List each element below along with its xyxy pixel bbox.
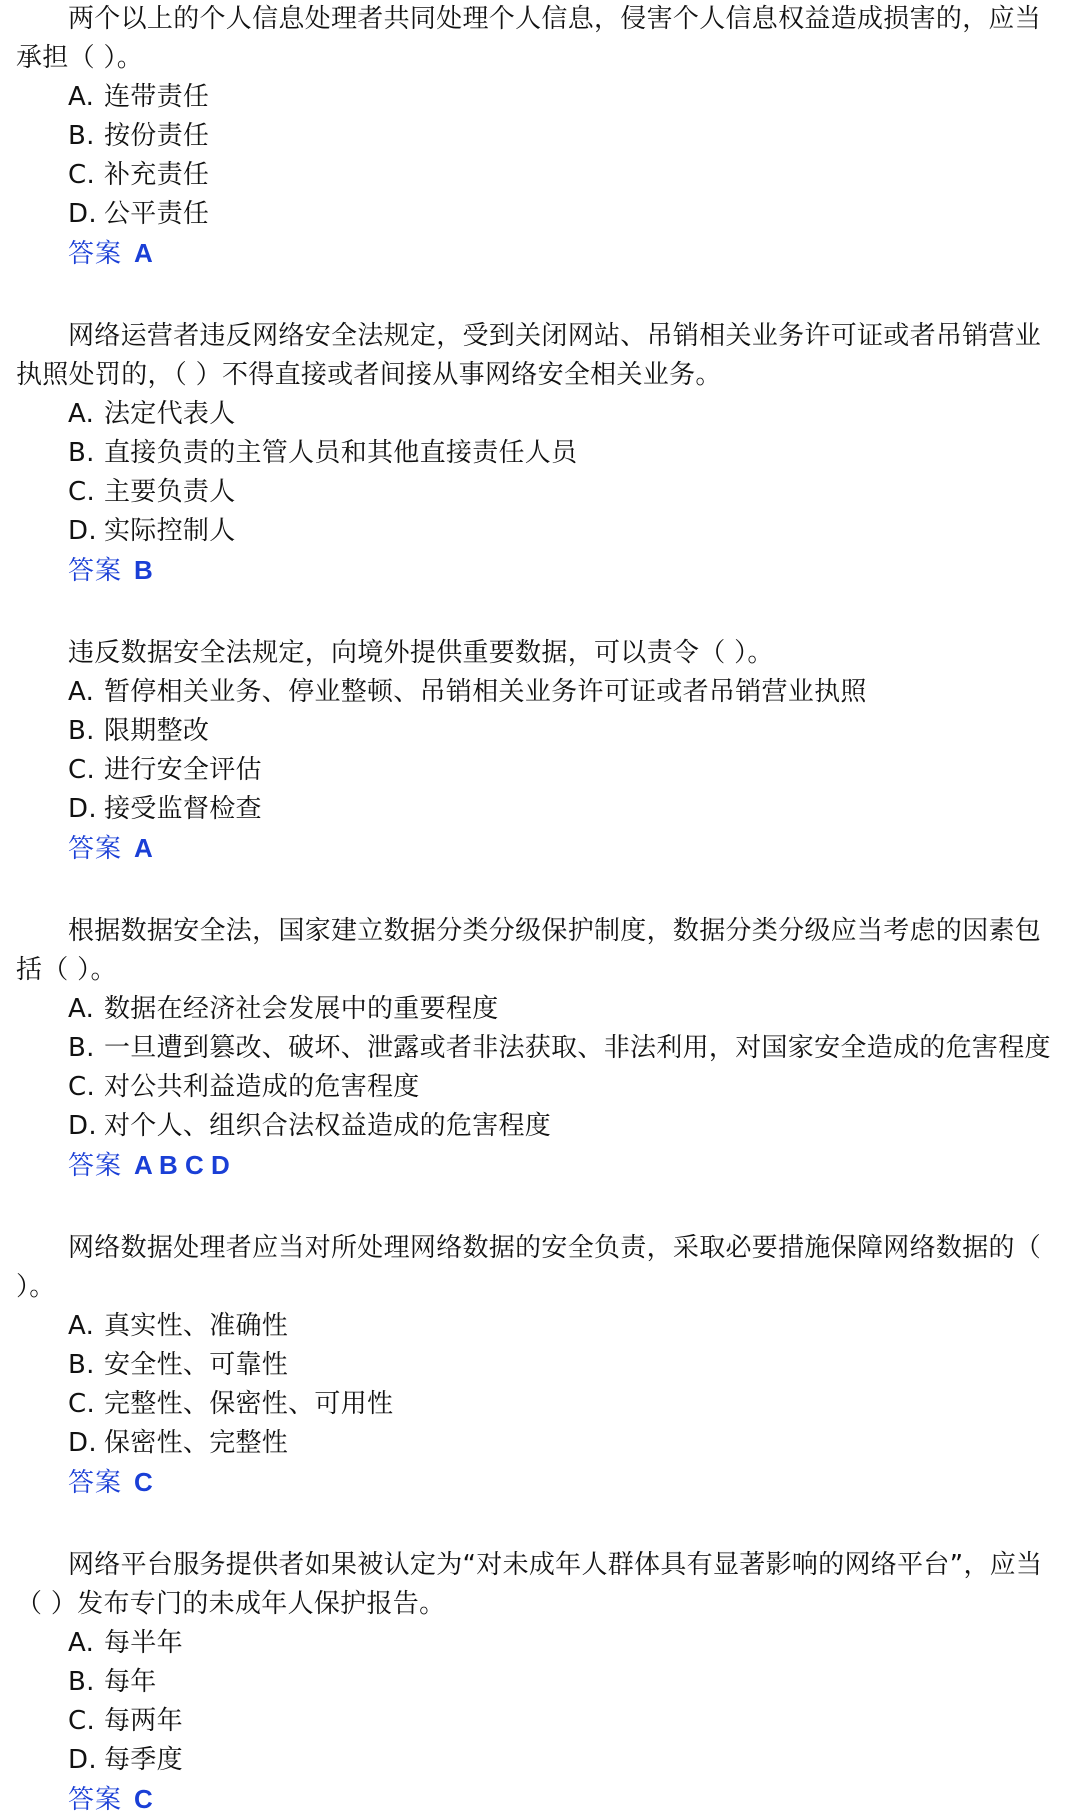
option-text: 完整性、保密性、可用性 bbox=[104, 1389, 394, 1419]
option-letter: D. bbox=[68, 1428, 97, 1458]
option-text: 一旦遭到篡改、破坏、泄露或者非法获取、非法利用，对国家安全造成的危害程度 bbox=[104, 1033, 1051, 1063]
question-stem: 网络平台服务提供者如果被认定为“对未成年人群体具有显著影响的网络平台”，应当（ ）发布专门的未成年人保护报告。 bbox=[16, 1550, 1043, 1619]
option-text: 进行安全评估 bbox=[104, 755, 262, 785]
answer-value: C bbox=[134, 1784, 153, 1814]
option-item bbox=[16, 473, 1062, 512]
answer-line bbox=[16, 1463, 1062, 1503]
question-stem: 根据数据安全法，国家建立数据分类分级保护制度，数据分类分级应当考虑的因素包括（ ）。 bbox=[16, 916, 1042, 985]
option-letter: B. bbox=[68, 438, 95, 468]
option-text: 数据在经济社会发展中的重要程度 bbox=[104, 994, 499, 1024]
option-item bbox=[16, 1029, 1062, 1068]
option-letter: B. bbox=[68, 716, 95, 746]
answer-value: A bbox=[134, 238, 153, 268]
answer-value: C bbox=[134, 1467, 153, 1497]
option-text: 法定代表人 bbox=[104, 399, 236, 429]
option-item bbox=[16, 1107, 1062, 1146]
answer-label: 答案 bbox=[68, 834, 123, 864]
option-item bbox=[16, 395, 1062, 434]
option-text: 对公共利益造成的危害程度 bbox=[104, 1072, 420, 1102]
option-item bbox=[16, 751, 1062, 790]
answer-label: 答案 bbox=[68, 556, 123, 586]
question-stem: 网络运营者违反网络安全法规定，受到关闭网站、吊销相关业务许可证或者吊销营业执照处罚的，（ ）不得直接或者间接从事网络安全相关业务。 bbox=[16, 321, 1042, 390]
answer-line bbox=[16, 1146, 1062, 1186]
option-item bbox=[16, 78, 1062, 117]
answer-value: A bbox=[134, 833, 153, 863]
option-text: 暂停相关业务、停业整顿、吊销相关业务许可证或者吊销营业执照 bbox=[104, 677, 867, 707]
option-text: 补充责任 bbox=[104, 160, 210, 190]
question-stem: 网络数据处理者应当对所处理网络数据的安全负责，采取必要措施保障网络数据的（ ）。 bbox=[16, 1233, 1042, 1302]
option-text: 公平责任 bbox=[104, 199, 210, 229]
option-letter: D. bbox=[68, 516, 97, 546]
option-text: 真实性、准确性 bbox=[104, 1311, 289, 1341]
option-letter: C. bbox=[68, 1706, 96, 1736]
option-letter: A. bbox=[68, 677, 95, 707]
answer-label: 答案 bbox=[68, 1468, 123, 1498]
option-letter: A. bbox=[68, 1311, 95, 1341]
answer-label: 答案 bbox=[68, 1151, 123, 1181]
option-letter: A. bbox=[68, 399, 95, 429]
option-item bbox=[16, 712, 1062, 751]
question-stem: 两个以上的个人信息处理者共同处理个人信息，侵害个人信息权益造成损害的，应当承担（ ）。 bbox=[16, 4, 1042, 73]
question-block bbox=[16, 634, 1062, 869]
option-item bbox=[16, 673, 1062, 712]
option-item bbox=[16, 1385, 1062, 1424]
option-letter: A. bbox=[68, 994, 95, 1024]
option-letter: B. bbox=[68, 121, 95, 151]
answer-line bbox=[16, 551, 1062, 591]
option-item bbox=[16, 195, 1062, 234]
option-item bbox=[16, 790, 1062, 829]
option-letter: D. bbox=[68, 794, 97, 824]
option-text: 连带责任 bbox=[104, 82, 210, 112]
option-text: 主要负责人 bbox=[104, 477, 236, 507]
option-letter: A. bbox=[68, 82, 95, 112]
option-text: 按份责任 bbox=[104, 121, 210, 151]
option-text: 接受监督检查 bbox=[104, 794, 262, 824]
answer-label: 答案 bbox=[68, 239, 123, 269]
option-item bbox=[16, 434, 1062, 473]
option-letter: C. bbox=[68, 1389, 96, 1419]
option-text: 每年 bbox=[104, 1667, 157, 1697]
option-letter: B. bbox=[68, 1350, 95, 1380]
option-text: 保密性、完整性 bbox=[104, 1428, 289, 1458]
answer-line bbox=[16, 234, 1062, 274]
option-letter: C. bbox=[68, 477, 96, 507]
option-letter: C. bbox=[68, 755, 96, 785]
answer-line bbox=[16, 829, 1062, 869]
answer-value: B bbox=[134, 555, 153, 585]
option-item bbox=[16, 512, 1062, 551]
answer-value: A B C D bbox=[134, 1150, 230, 1180]
option-text: 每季度 bbox=[104, 1745, 183, 1775]
option-text: 直接负责的主管人员和其他直接责任人员 bbox=[104, 438, 578, 468]
option-item bbox=[16, 1741, 1062, 1780]
option-letter: D. bbox=[68, 1745, 97, 1775]
option-letter: B. bbox=[68, 1033, 95, 1063]
option-text: 安全性、可靠性 bbox=[104, 1350, 289, 1380]
option-item bbox=[16, 117, 1062, 156]
option-text: 每两年 bbox=[104, 1706, 183, 1736]
answer-label: 答案 bbox=[68, 1785, 123, 1815]
option-item bbox=[16, 1624, 1062, 1663]
option-text: 每半年 bbox=[104, 1628, 183, 1658]
option-item bbox=[16, 990, 1062, 1029]
question-block bbox=[16, 0, 1062, 274]
question-stem: 违反数据安全法规定，向境外提供重要数据，可以责令（ ）。 bbox=[68, 638, 774, 668]
option-letter: B. bbox=[68, 1667, 95, 1697]
option-item bbox=[16, 1068, 1062, 1107]
answer-line bbox=[16, 1780, 1062, 1820]
option-letter: C. bbox=[68, 160, 96, 190]
option-letter: A. bbox=[68, 1628, 95, 1658]
option-item bbox=[16, 1307, 1062, 1346]
option-item bbox=[16, 1346, 1062, 1385]
option-letter: D. bbox=[68, 199, 97, 229]
question-block bbox=[16, 912, 1062, 1186]
question-block bbox=[16, 317, 1062, 591]
question-block bbox=[16, 1229, 1062, 1503]
option-text: 对个人、组织合法权益造成的危害程度 bbox=[104, 1111, 552, 1141]
option-item bbox=[16, 1702, 1062, 1741]
question-block bbox=[16, 1546, 1062, 1820]
option-letter: D. bbox=[68, 1111, 97, 1141]
option-text: 实际控制人 bbox=[104, 516, 236, 546]
option-letter: C. bbox=[68, 1072, 96, 1102]
option-text: 限期整改 bbox=[104, 716, 210, 746]
option-item bbox=[16, 1663, 1062, 1702]
option-item bbox=[16, 1424, 1062, 1463]
option-item bbox=[16, 156, 1062, 195]
